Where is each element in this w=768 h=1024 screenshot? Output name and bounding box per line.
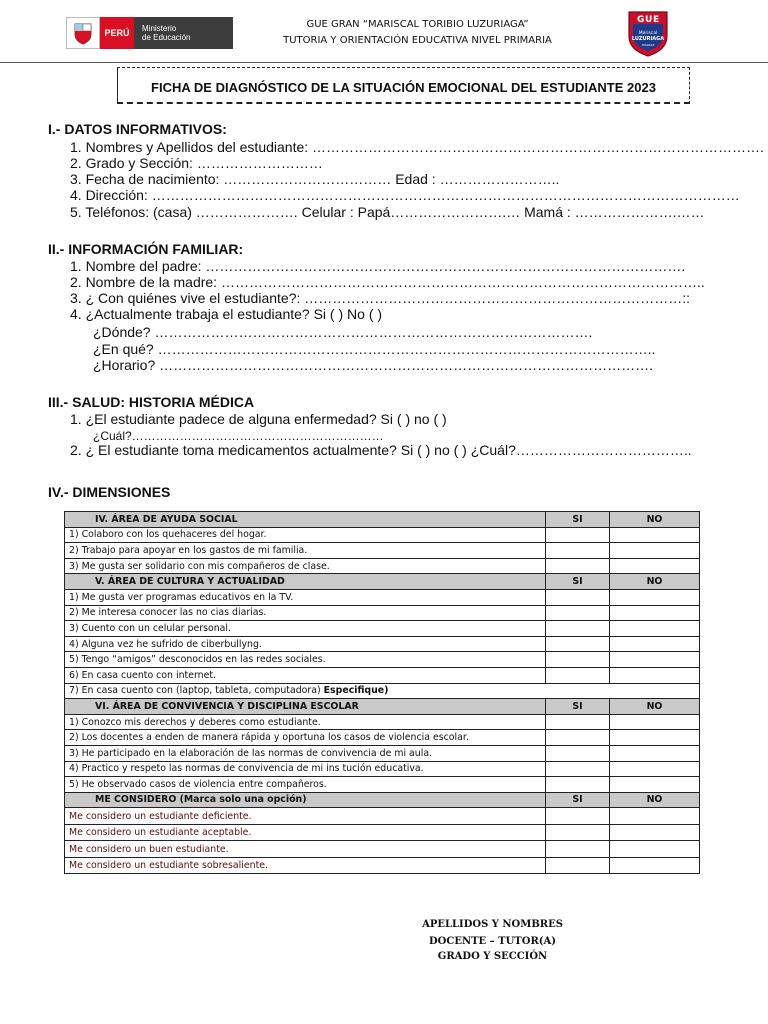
field-medicamentos[interactable]: 2. ¿ El estudiante toma medicamentos actualmente? Si ( ) no ( ) ¿Cuál?……………………………….. (70, 442, 692, 458)
si-answer-cell[interactable] (546, 605, 610, 621)
table-row (65, 558, 700, 574)
statement-text: 7) En casa cuento con (laptop, tableta, computadora) (69, 685, 324, 697)
no-answer-cell[interactable] (610, 589, 700, 605)
ministry-name: Ministerio de Educación (134, 17, 233, 49)
si-header: SI (546, 574, 610, 590)
si-answer-cell[interactable] (546, 777, 610, 793)
self-assessment-row (65, 857, 700, 874)
section-dimensiones-heading: IV.- DIMENSIONES (48, 484, 171, 500)
svg-text:U: U (645, 15, 653, 25)
table-section-header (65, 512, 700, 528)
svg-text:HUARAZ: HUARAZ (641, 43, 655, 47)
section-title: ME CONSIDERO (Marca solo una opción) (65, 792, 546, 808)
table-row (65, 667, 700, 683)
si-answer-cell[interactable] (546, 589, 610, 605)
field-trabaja[interactable]: 4. ¿Actualmente trabaja el estudiante? Si ( ) No ( ) (70, 306, 383, 322)
table-section-header (65, 574, 700, 590)
row-statement: 3) Cuento con un celular personal. (65, 621, 546, 637)
row-statement: 1) Conozco mis derechos y deberes como estudiante. (65, 714, 546, 730)
field-vive-con[interactable]: 3. ¿ Con quiénes vive el estudiante?: ………………………………………………………………………:: (70, 290, 691, 306)
no-answer-cell[interactable] (610, 745, 700, 761)
peru-seal-icon (66, 17, 100, 49)
svg-text:E: E (653, 15, 660, 25)
si-header: SI (546, 512, 610, 528)
self-assessment-row (65, 824, 700, 841)
row-statement: 3) Me gusta ser solidario con mis compañeros de clase. (65, 558, 546, 574)
section-datos-heading: I.- DATOS INFORMATIVOS: (48, 121, 227, 137)
no-answer-cell[interactable] (610, 730, 700, 746)
row-statement: Me considero un estudiante aceptable. (65, 824, 546, 841)
si-answer-cell[interactable] (546, 808, 610, 825)
field-en-que[interactable]: ¿En qué? …………………………………………………………………………………………….. (93, 341, 656, 357)
no-header: NO (610, 792, 700, 808)
row-statement: 5) Tengo “amigos” desconocidos en las redes sociales. (65, 652, 546, 668)
table-row (65, 730, 700, 746)
field-madre[interactable]: 2. Nombre de la madre: ………………………………………………………………………………………….. (70, 274, 705, 290)
specify-label: Especifique) (323, 685, 389, 697)
signature-name-label: APELLIDOS Y NOMBRES (422, 919, 563, 930)
row-statement: 3) He participado en la elaboración de las normas de convivencia de mi aula. (65, 745, 546, 761)
table-row (65, 605, 700, 621)
header-divider (0, 62, 768, 63)
no-answer-cell[interactable] (610, 543, 700, 559)
si-header: SI (546, 699, 610, 715)
section-title: V. ÁREA DE CULTURA Y ACTUALIDAD (65, 574, 546, 590)
si-answer-cell[interactable] (546, 841, 610, 858)
no-answer-cell[interactable] (610, 605, 700, 621)
row-statement: 1) Me gusta ver programas educativos en la TV. (65, 589, 546, 605)
ministry-logo (66, 17, 233, 49)
si-answer-cell[interactable] (546, 543, 610, 559)
no-answer-cell[interactable] (610, 652, 700, 668)
si-answer-cell[interactable] (546, 857, 610, 874)
svg-text:G: G (637, 15, 645, 25)
no-header: NO (610, 574, 700, 590)
svg-text:LUZURIAGA: LUZURIAGA (631, 36, 665, 42)
row-statement: 1) Colaboro con los quehaceres del hogar. (65, 527, 546, 543)
no-answer-cell[interactable] (610, 824, 700, 841)
table-row (65, 761, 700, 777)
no-answer-cell[interactable] (610, 621, 700, 637)
table-row (65, 683, 700, 699)
school-shield-icon (623, 8, 673, 58)
section-title: IV. ÁREA DE AYUDA SOCIAL (65, 512, 546, 528)
no-answer-cell[interactable] (610, 714, 700, 730)
row-statement: Me considero un buen estudiante. (65, 841, 546, 858)
no-answer-cell[interactable] (610, 808, 700, 825)
table-row (65, 714, 700, 730)
row-statement: Me considero un estudiante deficiente. (65, 808, 546, 825)
table-row (65, 777, 700, 793)
signature-grade-label: GRADO Y SECCIÓN (437, 951, 548, 962)
table-row (65, 652, 700, 668)
row-statement: 2) Me interesa conocer las no cias diarias. (65, 605, 546, 621)
peru-label: PERÚ (100, 17, 134, 49)
section-salud-heading: III.- SALUD: HISTORIA MÉDICA (48, 394, 255, 410)
row-statement: 4) Practico y respeto las normas de convivencia de mi ins tución educativa. (65, 761, 546, 777)
dimensions-table (64, 511, 700, 874)
si-answer-cell[interactable] (546, 730, 610, 746)
field-enfermedad-cual[interactable]: ¿Cuál?……………………………………………………… (93, 429, 384, 443)
si-answer-cell[interactable] (546, 527, 610, 543)
field-nombres[interactable]: 1. Nombres y Apellidos del estudiante: ……………………………………………………………………………………. (70, 139, 764, 155)
no-answer-cell[interactable] (610, 841, 700, 858)
field-padre[interactable]: 1. Nombre del padre: …………………………………………………………………………………………. (70, 258, 686, 274)
no-answer-cell[interactable] (610, 558, 700, 574)
section-title: VI. ÁREA DE CONVIVENCIA Y DISCIPLINA ESCOLAR (65, 699, 546, 715)
no-header: NO (610, 512, 700, 528)
si-answer-cell[interactable] (546, 745, 610, 761)
no-answer-cell[interactable] (610, 636, 700, 652)
no-answer-cell[interactable] (610, 667, 700, 683)
signature-role-label: DOCENTE – TUTOR(A) (429, 936, 556, 947)
si-answer-cell[interactable] (546, 824, 610, 841)
field-telefonos[interactable]: 5. Teléfonos: (casa) …………………. Celular : Papá…………………….… Mamá : ………………….…… (70, 204, 705, 220)
si-answer-cell[interactable] (546, 667, 610, 683)
row-statement: 5) He observado casos de violencia entre compañeros. (65, 777, 546, 793)
table-row (65, 745, 700, 761)
table-row (65, 621, 700, 637)
no-answer-cell[interactable] (610, 527, 700, 543)
si-answer-cell[interactable] (546, 714, 610, 730)
field-donde[interactable]: ¿Dónde? …………………………………………………………………………………. (93, 324, 593, 340)
row-statement: 2) Trabajo para apoyar en los gastos de mi familia. (65, 543, 546, 559)
no-header: NO (610, 699, 700, 715)
no-answer-cell[interactable] (610, 761, 700, 777)
school-name: GUE GRAN “MARISCAL TORIBIO LUZURIAGA” (306, 19, 529, 30)
document-title: FICHA DE DIAGNÓSTICO DE LA SITUACIÓN EMOCIONAL DEL ESTUDIANTE 2023 (151, 80, 656, 95)
table-row (65, 636, 700, 652)
field-horario[interactable]: ¿Horario? ……………………………………………………………………………………………. (93, 357, 654, 373)
si-answer-cell[interactable] (546, 621, 610, 637)
si-answer-cell[interactable] (546, 558, 610, 574)
si-answer-cell[interactable] (546, 636, 610, 652)
row-statement: 6) En casa cuento con internet. (65, 667, 546, 683)
svg-text:Mariscal: Mariscal (638, 31, 658, 36)
si-answer-cell[interactable] (546, 761, 610, 777)
field-fecha-nacimiento[interactable]: 3. Fecha de nacimiento: ……………………………… Edad : …………………….. (70, 171, 560, 187)
field-grado[interactable]: 2. Grado y Sección: ……………………… (70, 155, 323, 171)
row-statement: 2) Los docentes a enden de manera rápida y oportuna los casos de violencia escolar. (65, 730, 546, 746)
si-header: SI (546, 792, 610, 808)
self-assessment-row (65, 841, 700, 858)
no-answer-cell[interactable] (610, 777, 700, 793)
row-statement (65, 683, 700, 699)
row-statement: Me considero un estudiante sobresaliente. (65, 857, 546, 874)
section-familiar-heading: II.- INFORMACIÓN FAMILIAR: (48, 241, 244, 257)
no-answer-cell[interactable] (610, 857, 700, 874)
table-row (65, 589, 700, 605)
table-row (65, 543, 700, 559)
field-direccion[interactable]: 4. Dirección: ……………………………………………………………………………………………………………… (70, 187, 740, 203)
title-box (117, 67, 690, 104)
program-name: TUTORIA Y ORIENTACIÓN EDUCATIVA NIVEL PRIMARIA (283, 35, 552, 46)
row-statement: 4) Alguna vez he sufrido de ciberbullyng. (65, 636, 546, 652)
table-section-header (65, 699, 700, 715)
si-answer-cell[interactable] (546, 652, 610, 668)
self-assessment-row (65, 808, 700, 825)
field-enfermedad[interactable]: 1. ¿El estudiante padece de alguna enfermedad? Si ( ) no ( ) (70, 411, 447, 427)
table-section-header (65, 792, 700, 808)
table-row (65, 527, 700, 543)
